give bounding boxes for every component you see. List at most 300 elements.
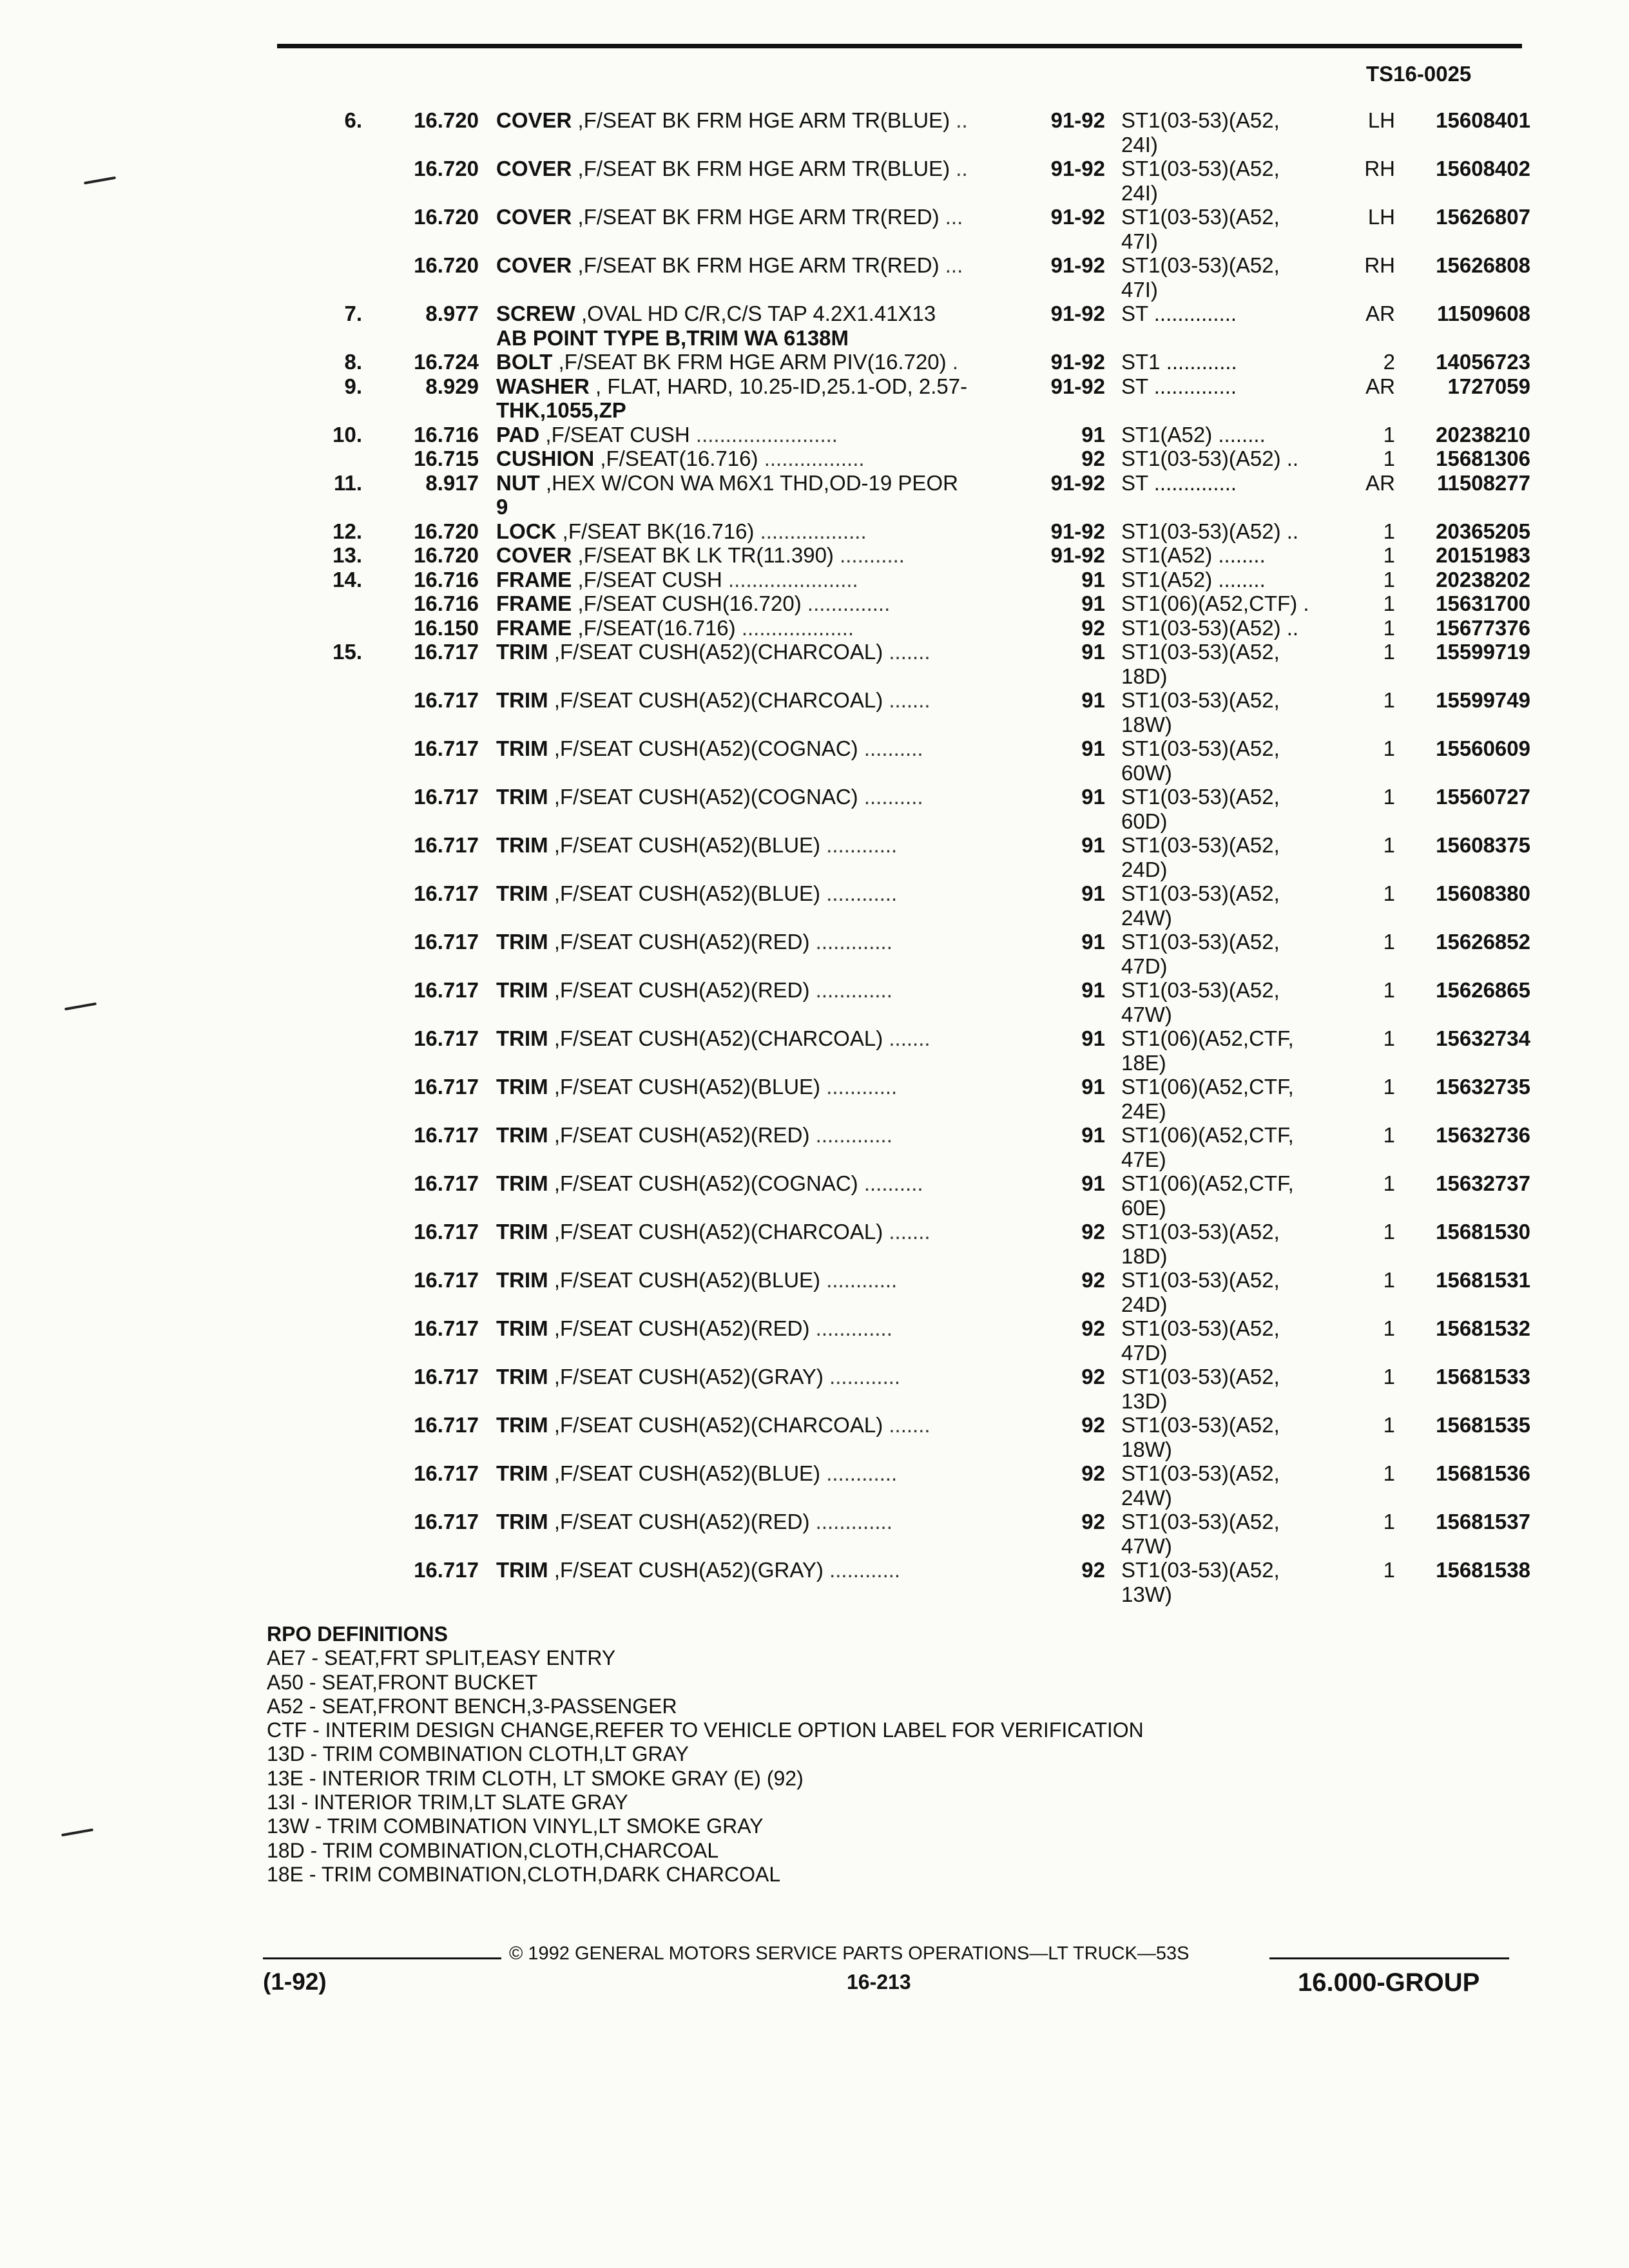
group-number: 16.717 (414, 1461, 479, 1485)
group-number: 16.724 (414, 350, 479, 374)
part-description (496, 1510, 1015, 1534)
model-years: 91 (1081, 1075, 1105, 1099)
leader-dots: .................. (760, 519, 867, 543)
part-number: 15608380 (1436, 881, 1530, 905)
ref-number: 11. (333, 470, 362, 495)
model-line1: ST .............. (1121, 470, 1237, 495)
quantity: 2 (1383, 350, 1395, 374)
part-desc-text: ,F/SEAT BK(16.716) (562, 519, 755, 543)
model-years: 92 (1081, 1413, 1105, 1437)
model-line1: ST1(03-53)(A52, (1121, 1558, 1280, 1582)
model-code (1121, 423, 1334, 447)
part-desc-text: ,F/SEAT CUSH(A52)(COGNAC) (554, 736, 858, 760)
model-years: 92 (1081, 1220, 1105, 1244)
part-name: COVER (496, 108, 572, 132)
quantity: 1 (1383, 1510, 1395, 1533)
model-line1: ST1(03-53)(A52) .. (1121, 615, 1299, 640)
leader-dots: ........... (840, 543, 905, 567)
group-number: 16.717 (414, 1268, 479, 1292)
part-row (0, 785, 1629, 833)
model-line1: ST1(03-53)(A52) .. (1121, 447, 1299, 470)
part-description (496, 1316, 1015, 1341)
leader-dots: .. (956, 108, 968, 132)
part-description (496, 471, 1015, 519)
leader-dots: ............ (826, 1461, 898, 1485)
leader-dots: ................. (764, 447, 865, 470)
model-years: 91 (1081, 422, 1105, 447)
part-desc-text: ,F/SEAT BK FRM HGE ARM PIV(16.720) (558, 350, 947, 374)
leader-dots: ............. (815, 1316, 892, 1340)
part-desc-text: ,F/SEAT CUSH(A52)(RED) (554, 1123, 810, 1147)
model-line2: 24D) (1121, 857, 1168, 881)
part-desc-text: ,F/SEAT CUSH(A52)(CHARCOAL) (554, 688, 883, 712)
part-row (0, 1365, 1629, 1413)
model-years: 91 (1081, 785, 1105, 809)
part-number: 15626852 (1436, 930, 1530, 954)
model-line1: ST1(06)(A52,CTF, (1121, 1026, 1294, 1050)
part-desc-text: ,F/SEAT(16.716) (600, 447, 758, 470)
model-code (1121, 1558, 1334, 1606)
leader-dots: .......... (863, 736, 923, 760)
part-number: 15599749 (1436, 688, 1530, 712)
model-line1: ST1(03-53)(A52, (1121, 833, 1280, 857)
part-desc-text: ,F/SEAT CUSH(A52)(GRAY) (554, 1558, 824, 1582)
model-line2: 47W) (1121, 1002, 1172, 1026)
quantity: RH (1364, 157, 1395, 180)
part-description (496, 1365, 1015, 1389)
leader-dots: ............. (815, 930, 892, 954)
quantity: 1 (1383, 1316, 1395, 1340)
quantity: 1 (1383, 1026, 1395, 1050)
part-name: COVER (496, 543, 572, 567)
model-line2: 18E) (1121, 1050, 1166, 1075)
group-number: 8.917 (425, 470, 479, 495)
quantity: 1 (1383, 422, 1395, 447)
part-desc-text: ,F/SEAT CUSH(A52)(CHARCOAL) (554, 1026, 883, 1050)
part-description (496, 447, 1015, 471)
part-number: 15681536 (1436, 1461, 1530, 1485)
part-row (0, 881, 1629, 930)
part-desc-text: ,F/SEAT CUSH(A52)(BLUE) (554, 833, 821, 857)
part-desc-text: ,F/SEAT BK LK TR(11.390) (577, 543, 834, 567)
part-number: 15599719 (1436, 640, 1530, 664)
part-row (0, 688, 1629, 736)
part-name: TRIM (496, 1365, 548, 1389)
part-number: 15632737 (1436, 1171, 1530, 1195)
footer-rule-right (1269, 1957, 1509, 1959)
part-name: TRIM (496, 1268, 548, 1292)
leader-dots: ............ (826, 1268, 898, 1292)
part-desc-line2: 9 (496, 495, 508, 519)
part-number: 15626808 (1436, 253, 1530, 277)
quantity: RH (1364, 253, 1395, 277)
ref-number: 12. (333, 519, 362, 543)
model-code (1121, 736, 1334, 785)
part-desc-text: ,F/SEAT CUSH(A52)(CHARCOAL) (554, 640, 883, 664)
group-number: 8.977 (425, 302, 479, 325)
group-number: 16.717 (414, 1413, 479, 1437)
part-number: 15681538 (1436, 1558, 1530, 1582)
model-code (1121, 350, 1334, 374)
model-line1: ST1(03-53)(A52, (1121, 978, 1280, 1002)
model-years: 92 (1081, 1365, 1105, 1389)
part-desc-text: , FLAT, HARD, 10.25-ID,25.1-OD, 2.57- (595, 374, 968, 398)
group-number: 16.717 (414, 978, 479, 1002)
part-row (0, 1171, 1629, 1220)
part-row (0, 423, 1629, 447)
part-name: TRIM (496, 785, 548, 809)
model-code (1121, 616, 1334, 640)
group-number: 16.720 (414, 108, 479, 132)
leader-dots: ...................... (728, 567, 858, 591)
model-line2: 60D) (1121, 809, 1168, 833)
model-line1: ST1(03-53)(A52, (1121, 736, 1280, 760)
model-years: 91-92 (1050, 374, 1105, 398)
model-years: 91 (1081, 833, 1105, 857)
model-years: 92 (1081, 447, 1105, 470)
part-desc-text: ,F/SEAT CUSH(A52)(BLUE) (554, 1268, 821, 1292)
part-description (496, 205, 1015, 229)
part-description (496, 930, 1015, 954)
group-number: 16.717 (414, 688, 479, 712)
rpo-item: A52 - SEAT,FRONT BENCH,3-PASSENGER (267, 1694, 677, 1718)
model-years: 91 (1081, 930, 1105, 954)
parts-list (0, 108, 1629, 1606)
quantity: 1 (1383, 640, 1395, 664)
leader-dots: ....... (889, 688, 930, 712)
model-code (1121, 1026, 1334, 1075)
group-number: 16.720 (414, 253, 479, 277)
quantity: 1 (1383, 978, 1395, 1002)
leader-dots: ............. (815, 1510, 892, 1533)
part-description (496, 1171, 1015, 1196)
part-name: TRIM (496, 881, 548, 905)
ref-number: 10. (333, 422, 362, 447)
leader-dots: ............ (826, 1075, 898, 1099)
footer-rule-left (263, 1957, 501, 1959)
part-name: TRIM (496, 1510, 548, 1533)
leader-dots: ............ (826, 833, 898, 857)
model-line1: ST1(A52) ........ (1121, 567, 1266, 591)
leader-dots: ............ (829, 1558, 901, 1582)
part-number: 15608402 (1436, 157, 1530, 180)
model-years: 91-92 (1050, 108, 1105, 132)
model-line2: 47I) (1121, 277, 1158, 302)
part-desc-text: ,F/SEAT CUSH(A52)(COGNAC) (554, 1171, 858, 1195)
part-desc-text: ,F/SEAT(16.716) (577, 615, 736, 640)
part-number: 15632734 (1436, 1026, 1530, 1050)
model-code (1121, 591, 1334, 616)
group-number: 16.717 (414, 640, 479, 664)
part-number: 11508277 (1436, 470, 1530, 495)
part-name: TRIM (496, 978, 548, 1002)
model-line2: 60E) (1121, 1195, 1166, 1220)
rpo-title: RPO DEFINITIONS (267, 1622, 448, 1646)
model-line1: ST1(03-53)(A52, (1121, 1510, 1280, 1533)
quantity: AR (1365, 374, 1395, 398)
part-row (0, 1075, 1629, 1123)
part-row (0, 519, 1629, 544)
part-row (0, 833, 1629, 881)
model-years: 91-92 (1050, 470, 1105, 495)
part-desc-text: ,F/SEAT CUSH (545, 422, 690, 447)
model-code (1121, 253, 1334, 302)
part-number: 15681532 (1436, 1316, 1530, 1340)
group-number: 16.717 (414, 1365, 479, 1389)
part-name: TRIM (496, 1026, 548, 1050)
part-row (0, 374, 1629, 423)
ref-number: 7. (344, 302, 362, 325)
part-name: FRAME (496, 615, 572, 640)
part-name: TRIM (496, 1171, 548, 1195)
part-desc-text: ,F/SEAT CUSH(16.720) (577, 591, 802, 615)
quantity: LH (1367, 205, 1395, 229)
top-rule (277, 44, 1522, 48)
model-code (1121, 568, 1334, 592)
part-name: TRIM (496, 688, 548, 712)
model-line1: ST1(06)(A52,CTF) . (1121, 591, 1309, 615)
part-row (0, 108, 1629, 157)
rpo-item: 13W - TRIM COMBINATION VINYL,LT SMOKE GRAY (267, 1814, 764, 1838)
ref-number: 14. (333, 567, 362, 591)
part-number: 15632736 (1436, 1123, 1530, 1147)
model-line2: 24W) (1121, 1485, 1172, 1510)
model-years: 91-92 (1050, 519, 1105, 543)
model-years: 92 (1081, 1268, 1105, 1292)
model-line2: 18W) (1121, 1437, 1172, 1461)
part-number: 15626807 (1436, 205, 1530, 229)
part-desc-text: ,F/SEAT CUSH(A52)(CHARCOAL) (554, 1413, 883, 1437)
part-name: TRIM (496, 640, 548, 664)
model-code (1121, 1268, 1334, 1316)
part-description (496, 350, 1015, 374)
part-row (0, 1558, 1629, 1606)
model-years: 91-92 (1050, 543, 1105, 567)
leader-dots: . (952, 350, 958, 374)
group-number: 16.717 (414, 1558, 479, 1582)
part-name: FRAME (496, 591, 572, 615)
model-line2: 18D) (1121, 664, 1168, 688)
group-number: 8.929 (425, 374, 479, 398)
part-name: PAD (496, 422, 540, 447)
part-desc-text: ,F/SEAT CUSH(A52)(BLUE) (554, 881, 821, 905)
part-number: 20238202 (1436, 567, 1530, 591)
model-line1: ST1(03-53)(A52, (1121, 1316, 1280, 1340)
part-desc-text: ,F/SEAT CUSH(A52)(RED) (554, 930, 810, 954)
part-name: TRIM (496, 1461, 548, 1485)
part-row (0, 1510, 1629, 1558)
part-number: 15681531 (1436, 1268, 1530, 1292)
group-number: 16.717 (414, 930, 479, 954)
model-code (1121, 205, 1334, 253)
part-desc-line2: THK,1055,ZP (496, 398, 626, 422)
part-description (496, 833, 1015, 858)
model-line2: 24E) (1121, 1099, 1166, 1123)
model-line1: ST1(03-53)(A52, (1121, 881, 1280, 905)
model-years: 91-92 (1050, 302, 1105, 325)
model-years: 91-92 (1050, 205, 1105, 229)
part-desc-text: ,F/SEAT CUSH(A52)(RED) (554, 1316, 810, 1340)
model-code (1121, 108, 1334, 157)
rpo-definitions (267, 1622, 1144, 1887)
model-line1: ST1(03-53)(A52, (1121, 157, 1280, 180)
part-desc-text: ,F/SEAT BK FRM HGE ARM TR(BLUE) (577, 108, 950, 132)
leader-dots: ....... (889, 1026, 930, 1050)
part-number: 20365205 (1436, 519, 1530, 543)
model-years: 91-92 (1050, 253, 1105, 277)
footer-copyright: © 1992 GENERAL MOTORS SERVICE PARTS OPERATIONS—LT TRUCK—53S (509, 1943, 1190, 1964)
part-row (0, 350, 1629, 374)
model-line1: ST1(03-53)(A52) .. (1121, 519, 1299, 543)
leader-dots: ....... (889, 1220, 930, 1244)
part-description (496, 1026, 1015, 1051)
model-line2: 24I) (1121, 180, 1158, 205)
quantity: 1 (1383, 881, 1395, 905)
quantity: 1 (1383, 1268, 1395, 1292)
model-line1: ST .............. (1121, 374, 1237, 398)
part-number: 15626865 (1436, 978, 1530, 1002)
part-description (496, 302, 1015, 350)
part-description (496, 543, 1015, 568)
ref-number: 15. (333, 640, 362, 664)
model-line1: ST1(03-53)(A52, (1121, 688, 1280, 712)
part-number: 14056723 (1436, 350, 1530, 374)
part-description (496, 881, 1015, 906)
part-description (496, 736, 1015, 761)
group-number: 16.717 (414, 1171, 479, 1195)
part-name: TRIM (496, 1413, 548, 1437)
model-line1: ST1(03-53)(A52, (1121, 1220, 1280, 1244)
part-number: 15681306 (1436, 447, 1530, 470)
rpo-item: CTF - INTERIM DESIGN CHANGE,REFER TO VEHICLE OPTION LABEL FOR VERIFICATION (267, 1718, 1144, 1742)
model-code (1121, 1461, 1334, 1510)
part-number: 15681537 (1436, 1510, 1530, 1533)
model-line2: 13D) (1121, 1389, 1168, 1413)
model-code (1121, 447, 1334, 471)
quantity: 1 (1383, 1220, 1395, 1244)
part-description (496, 108, 1015, 133)
part-row (0, 1123, 1629, 1171)
leader-dots: ........................ (695, 422, 838, 447)
model-line1: ST1(03-53)(A52, (1121, 785, 1280, 809)
model-line1: ST1 ............ (1121, 350, 1237, 374)
model-line2: 60W) (1121, 760, 1172, 785)
quantity: 1 (1383, 1171, 1395, 1195)
group-number: 16.716 (414, 567, 479, 591)
model-years: 92 (1081, 1510, 1105, 1533)
part-desc-text: ,F/SEAT CUSH(A52)(RED) (554, 978, 810, 1002)
model-code (1121, 640, 1334, 688)
group-number: 16.715 (414, 447, 479, 470)
part-description (496, 688, 1015, 713)
quantity: 1 (1383, 591, 1395, 615)
model-line2: 47D) (1121, 1340, 1168, 1365)
ref-number: 8. (344, 350, 362, 374)
part-description (496, 423, 1015, 447)
quantity: 1 (1383, 519, 1395, 543)
part-row (0, 1413, 1629, 1461)
group-number: 16.720 (414, 157, 479, 180)
quantity: 1 (1383, 785, 1395, 809)
part-number: 1727059 (1447, 374, 1530, 398)
part-name: COVER (496, 253, 572, 277)
part-name: TRIM (496, 1123, 548, 1147)
part-row (0, 978, 1629, 1026)
model-code (1121, 930, 1334, 978)
part-desc-text: ,F/SEAT CUSH(A52)(GRAY) (554, 1365, 824, 1389)
model-years: 92 (1081, 615, 1105, 640)
model-years: 91 (1081, 688, 1105, 712)
group-number: 16.150 (414, 615, 479, 640)
model-code (1121, 519, 1334, 544)
rpo-item: 13D - TRIM COMBINATION CLOTH,LT GRAY (267, 1742, 689, 1766)
rpo-item: AE7 - SEAT,FRT SPLIT,EASY ENTRY (267, 1646, 616, 1670)
model-line1: ST .............. (1121, 302, 1237, 325)
part-desc-text: ,F/SEAT BK FRM HGE ARM TR(RED) (577, 253, 940, 277)
part-row (0, 447, 1629, 471)
model-years: 91 (1081, 1123, 1105, 1147)
part-number: 15681535 (1436, 1413, 1530, 1437)
part-desc-text: ,F/SEAT CUSH(A52)(COGNAC) (554, 785, 858, 809)
part-desc-text: ,OVAL HD C/R,C/S TAP 4.2X1.41X13 (581, 302, 936, 325)
leader-dots: ............. (815, 1123, 892, 1147)
part-name: TRIM (496, 1075, 548, 1099)
part-description (496, 1461, 1015, 1486)
footer-group: 16.000-GROUP (1298, 1968, 1480, 1997)
part-name: TRIM (496, 736, 548, 760)
model-years: 91 (1081, 640, 1105, 664)
model-code (1121, 1075, 1334, 1123)
group-number: 16.717 (414, 1123, 479, 1147)
model-line1: ST1(03-53)(A52, (1121, 930, 1280, 954)
model-line2: 18D) (1121, 1244, 1168, 1268)
model-line1: ST1(03-53)(A52, (1121, 205, 1280, 229)
leader-dots: ....... (889, 1413, 930, 1437)
part-desc-text: ,F/SEAT CUSH(A52)(BLUE) (554, 1461, 821, 1485)
part-description (496, 1558, 1015, 1582)
model-years: 91 (1081, 567, 1105, 591)
group-number: 16.717 (414, 833, 479, 857)
part-description (496, 978, 1015, 1003)
model-code (1121, 1510, 1334, 1558)
part-number: 11509608 (1436, 302, 1530, 325)
quantity: 1 (1383, 567, 1395, 591)
quantity: 1 (1383, 447, 1395, 470)
model-line1: ST1(A52) ........ (1121, 422, 1266, 447)
leader-dots: ............. (815, 978, 892, 1002)
model-line1: ST1(03-53)(A52, (1121, 253, 1280, 277)
quantity: 1 (1383, 1461, 1395, 1485)
leader-dots: .......... (863, 1171, 923, 1195)
part-description (496, 1220, 1015, 1244)
part-row (0, 1026, 1629, 1075)
model-line2: 47W) (1121, 1533, 1172, 1558)
part-name: TRIM (496, 1316, 548, 1340)
part-number: 15632735 (1436, 1075, 1530, 1099)
quantity: 1 (1383, 1413, 1395, 1437)
part-description (496, 1413, 1015, 1437)
part-number: 15608401 (1436, 108, 1530, 132)
part-description (496, 616, 1015, 640)
model-years: 91 (1081, 881, 1105, 905)
model-years: 91 (1081, 591, 1105, 615)
group-number: 16.717 (414, 1075, 479, 1099)
part-row (0, 205, 1629, 253)
part-row (0, 568, 1629, 592)
part-desc-text: ,F/SEAT CUSH(A52)(RED) (554, 1510, 810, 1533)
part-description (496, 157, 1015, 181)
part-name: WASHER (496, 374, 590, 398)
